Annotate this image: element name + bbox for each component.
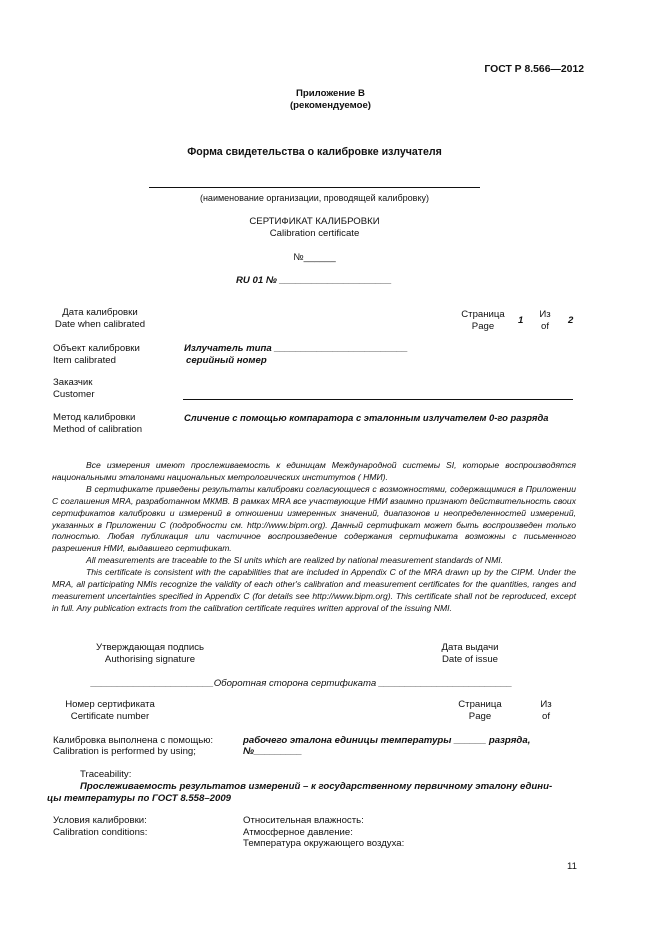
paragraph: В сертификате приведены результаты калибровки согласующиеся с возможностями, содержащимися в Приложении С соглашения MRA, разработанном МКМВ. В рамках MRA все участвующие НМИ взаимно признают действительность своих сертификатов калибровки и измерений в отношении измеренных значений, диапазонов и неопределенностей измерений, указанных в Приложении С (подробности см. http://www.bipm.org). Данный сертификат может быть воспроизведен только полностью. Любая публикация или частичное воспроизведение содержания сертификата возможны с письменного разрешения НМИ, выдавшего сертификат. <box>52 483 576 554</box>
calibration-by-number: №_________ <box>243 746 303 757</box>
of-label-ru: Из <box>539 309 551 320</box>
page-label-ru: Страница <box>461 309 505 320</box>
conditions-label-en: Calibration conditions: <box>53 827 148 838</box>
calibration-by-en: Calibration is performed by using; <box>53 746 196 757</box>
object-label-ru: Объект калибровки <box>53 343 140 354</box>
authorising-signature-ru: Утверждающая подпись <box>95 642 205 653</box>
pressure-label: Атмосферное давление: <box>243 827 353 838</box>
certificate-number-en: Certificate number <box>70 711 150 722</box>
traceability-label: Traceability: <box>80 769 132 780</box>
method-label-ru: Метод калибровки <box>53 412 136 423</box>
organization-line <box>149 187 480 188</box>
page-value: 1 <box>518 315 524 326</box>
paragraph: All measurements are traceable to the SI units which are realized by national measurement standards of NMI. <box>86 555 504 566</box>
date-label-ru: Дата калибровки <box>62 307 138 318</box>
calibration-by-value: рабочего эталона единицы температуры ______ разряда, <box>243 735 531 746</box>
annex-subtitle: (рекомендуемое) <box>289 100 371 111</box>
conditions-label-ru: Условия калибровки: <box>53 815 147 826</box>
page-number: 11 <box>567 861 577 872</box>
certificate-title-en: Calibration certificate <box>269 228 360 239</box>
certificate-title-ru: СЕРТИФИКАТ КАЛИБРОВКИ <box>249 216 380 227</box>
method-value: Сличение с помощью компаратора с эталонным излучателем 0-го разряда <box>184 412 549 423</box>
paragraph: This certificate is consistent with the capabilities that are included in Appendix C of the MRA drawn up by the CIPM. Under the MRA, all participating NMIs recognize the validity of each other's calibration and measurement certificates for the quantities, ranges and measurement uncertainties specified in Appendix C (for details see http://www.bipm.org). This certificate shall not be reproduced, except in full. Any publication extracts from the calibration certificate requires written approval of the issuing NMI. <box>52 567 576 613</box>
serial-number: серийный номер <box>186 355 267 366</box>
humidity-label: Относительная влажность: <box>243 815 364 826</box>
reverse-page-en: Page <box>468 711 492 722</box>
paragraph: Все измерения имеют прослеживаемость к единицам Международной системы SI, которые воспроизводятся национальными эталонами национальных метрологических институтов ( НМИ). <box>52 460 576 482</box>
reverse-side-separator: _______________________Оборотная сторона сертификата _________________________ <box>91 678 513 689</box>
of-label-en: of <box>540 321 549 332</box>
customer-line <box>183 399 573 400</box>
calibration-by-ru: Калибровка выполнена с помощью: <box>53 735 214 746</box>
authorising-signature-en: Authorising signature <box>104 654 196 665</box>
temperature-label: Температура окружающего воздуха: <box>243 838 405 849</box>
organization-caption: (наименование организации, проводящей калибровку) <box>199 193 430 203</box>
certificate-number: №______ <box>293 252 336 263</box>
reverse-of-ru: Из <box>540 699 552 710</box>
ru-registration-number: RU 01 № _____________________ <box>236 275 392 286</box>
date-label-en: Date when calibrated <box>54 319 146 330</box>
document-code: ГОСТ Р 8.566—2012 <box>484 64 584 75</box>
of-value: 2 <box>568 315 574 326</box>
traceability-statement <box>52 460 576 615</box>
reverse-page-ru: Страница <box>458 699 502 710</box>
date-of-issue-en: Date of issue <box>442 654 498 665</box>
emitter-type: Излучатель типа _________________________ <box>184 343 408 354</box>
form-title: Форма свидетельства о калибровке излучателя <box>187 146 442 158</box>
method-label-en: Method of calibration <box>53 424 143 435</box>
page-label-en: Page <box>471 321 495 332</box>
customer-label-ru: Заказчик <box>53 377 93 388</box>
reverse-of-en: of <box>541 711 550 722</box>
traceability-text-line1: Прослеживаемость результатов измерений – к государственному первичному эталону едини- <box>80 781 553 792</box>
traceability-text-line2: цы температуры по ГОСТ 8.558–2009 <box>47 793 232 804</box>
date-of-issue-ru: Дата выдачи <box>441 642 499 653</box>
object-label-en: Item calibrated <box>53 355 116 366</box>
annex-title: Приложение В <box>296 88 365 99</box>
certificate-number-ru: Номер сертификата <box>65 699 155 710</box>
customer-label-en: Customer <box>53 389 95 400</box>
